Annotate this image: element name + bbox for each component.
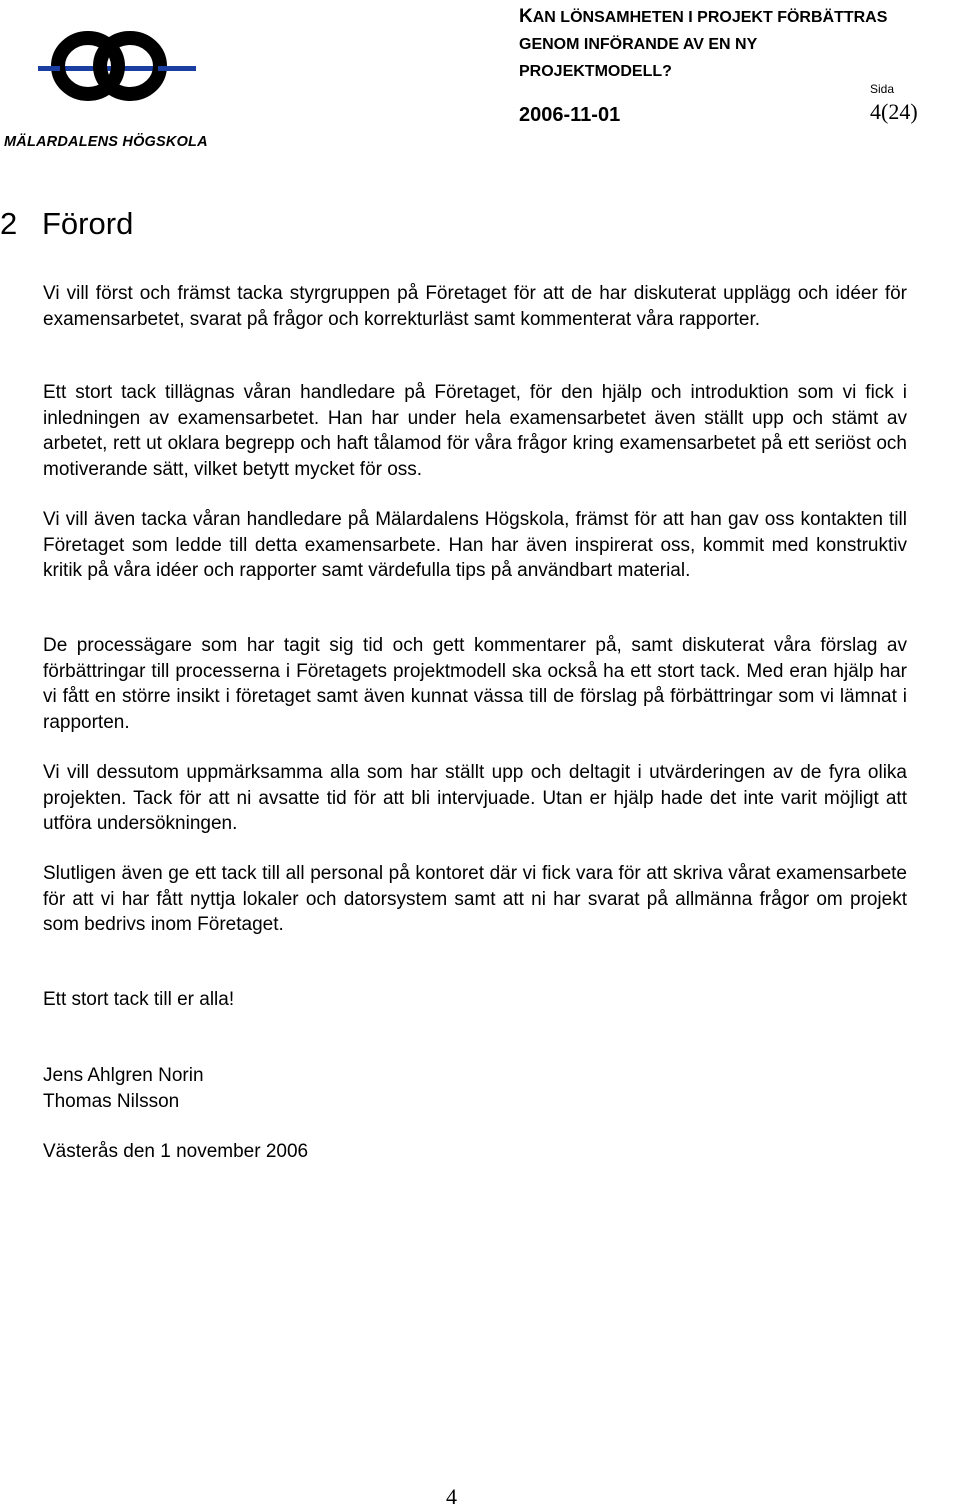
title-line-1: AN LÖNSAMHETEN I PROJEKT FÖRBÄTTRAS bbox=[532, 9, 888, 26]
paragraph: Vi vill dessutom uppmärksamma alla som har ställt upp och deltagit i utvärderingen av de fyra olika projekten. Tack för att ni avsatte tid för att bli intervjuade. Utan er hjälp hade det inte varit möjligt att utföra undersökningen. bbox=[43, 762, 907, 834]
page-label: Sida bbox=[870, 82, 895, 96]
document-title bbox=[519, 3, 959, 85]
place-and-date: Västerås den 1 november 2006 bbox=[43, 1141, 309, 1162]
author-name: Jens Ahlgren Norin bbox=[43, 1065, 204, 1086]
page-count: 4(24) bbox=[870, 99, 918, 124]
author-name: Thomas Nilsson bbox=[43, 1091, 180, 1112]
title-line-2: GENOM INFÖRANDE AV EN NY bbox=[519, 36, 758, 53]
document-date: 2006-11-01 bbox=[519, 104, 621, 126]
paragraph: Ett stort tack tillägnas våran handledare på Företaget, för den hjälp och introduktion som vi fick i inledningen av examensarbetet. Han har under hela examensarbetet även ställt upp och stämt av arbetet, rett ut oklara begrepp och haft tålamod för våra frågor kring examensarbetet på ett seriöst och motiverande sätt, vilket betytt mycket för oss. bbox=[43, 382, 907, 480]
section-heading bbox=[0, 206, 133, 242]
paragraph: Slutligen även ge ett tack till all personal på kontoret där vi fick vara för att skriva vårat examensarbete för att vi har fått nyttja lokaler och datorsystem samt att ni har svarat på allmänna frågor om projekt som bedrivs inom Företaget. bbox=[43, 863, 907, 935]
section-title: Förord bbox=[42, 206, 134, 241]
logo-mark-icon bbox=[0, 26, 210, 106]
paragraph: De processägare som har tagit sig tid och gett kommentarer på, samt diskuterat våra förslag av förbättringar till processerna i Företagets projektmodell ska också ha ett stort tack. Med eran hjälp har vi fått en större insikt i företaget samt även kunnat vässa till de förslag på förbättringar som vi lämnat i rapporten. bbox=[43, 635, 907, 733]
title-line-3: PROJEKTMODELL? bbox=[519, 63, 672, 80]
footer-page-number: 4 bbox=[446, 1484, 457, 1509]
university-logo bbox=[0, 26, 210, 150]
paragraph: Vi vill även tacka våran handledare på Mälardalens Högskola, främst för att han gav oss kontakten till Företaget som ledde till detta examensarbete. Han har även inspirerat oss, kommit med konstruktiv kritik på våra idéer och rapporter samt värdefulla tips på användbart material. bbox=[43, 509, 907, 581]
section-number: 2 bbox=[0, 206, 18, 241]
closing-thanks: Ett stort tack till er alla! bbox=[43, 989, 235, 1010]
title-initial: K bbox=[519, 6, 533, 27]
logo-wordmark: MÄLARDALENS HÖGSKOLA bbox=[4, 134, 208, 150]
paragraph: Vi vill först och främst tacka styrgruppen på Företaget för att de har diskuterat upplägg och idéer för examensarbetet, svarat på frågor och korrekturläst samt kommenterat våra rapporter. bbox=[43, 283, 907, 330]
